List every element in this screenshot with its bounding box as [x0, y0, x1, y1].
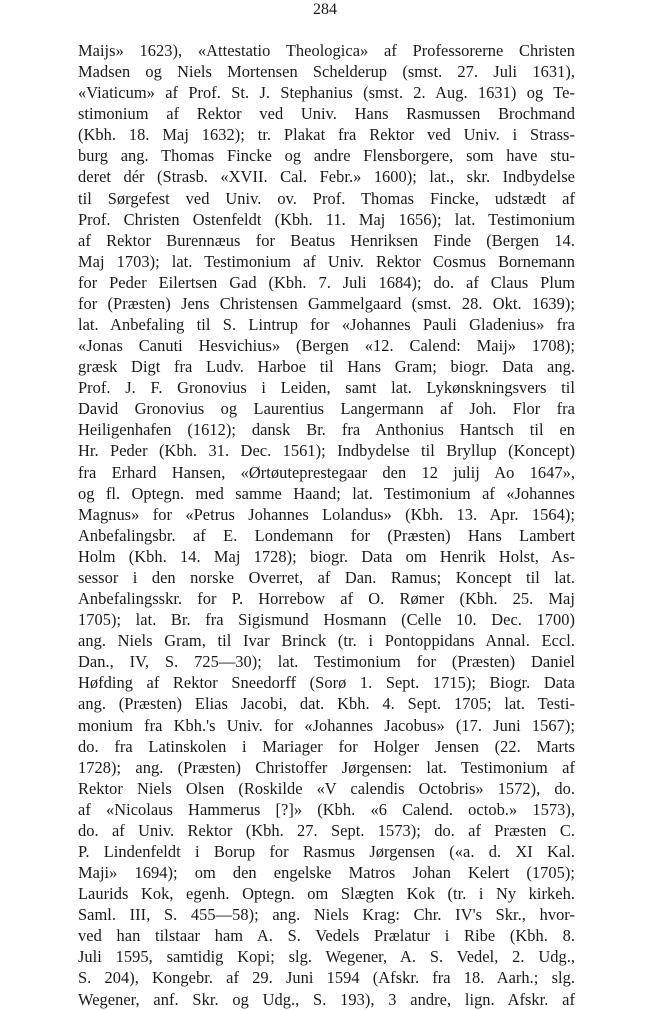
text-line: deret dér (Strasb. «XVII. Cal. Febr.» 1600); lat., skr. Indbydelse	[78, 167, 575, 187]
text-line: Anbefalingsskr. for P. Horrebow af O. Rømer (Kbh. 25. Maj	[78, 589, 575, 609]
text-line: ang. (Præsten) Elias Jacobi, dat. Kbh. 4. Sept. 1705; lat. Testi-	[78, 694, 575, 714]
text-line: græsk Digt fra Ludv. Harboe til Hans Gram; biogr. Data ang.	[78, 357, 575, 377]
text-line: (Kbh. 18. Maj 1632); tr. Plakat fra Rektor ved Univ. i Strass-	[78, 125, 575, 145]
text-line: Rektor Niels Olsen (Roskilde «V calendis Octobris» 1572), do.	[78, 778, 575, 798]
text-line: P. Lindenfeldt i Borup for Rasmus Jørgensen («a. d. XI Kal.	[78, 841, 575, 861]
text-line: do. af Univ. Rektor (Kbh. 27. Sept. 1573); do. af Præsten C.	[78, 820, 575, 840]
text-line: til Sørgefest ved Univ. ov. Prof. Thomas Fincke, udstædt af	[78, 188, 575, 208]
text-line: af «Nicolaus Hammerus [?]» (Kbh. «6 Calend. octob.» 1573),	[78, 799, 575, 819]
text-line: Laurids Kok, egenh. Optegn. om Slægten Kok (tr. i Ny kirkeh.	[78, 884, 575, 904]
text-line: Holm (Kbh. 14. Maj 1728); biogr. Data om Henrik Holst, As-	[78, 546, 575, 566]
text-line: Wegener, anf. Skr. og Udg., S. 193), 3 andre, lign. Afskr. af	[78, 989, 575, 1009]
text-line: og fl. Optegn. med samme Haand; lat. Testimonium af «Johannes	[78, 483, 575, 503]
text-line: stimonium af Rektor ved Univ. Hans Rasmussen Brochmand	[78, 104, 575, 124]
text-line: ved han tilstaar ham A. S. Vedels Prælatur i Ribe (Kbh. 8.	[78, 926, 575, 946]
text-line: Høfding af Rektor Sneedorff (Sorø 1. Sept. 1715); Biogr. Data	[78, 673, 575, 693]
text-line: Madsen og Niels Mortensen Schelderup (smst. 27. Juli 1631),	[78, 62, 575, 82]
text-line: monium fra Kbh.'s Univ. for «Johannes Jacobus» (17. Juni 1567);	[78, 715, 575, 735]
text-line: Maijs» 1623), «Attestatio Theologica» af Professorerne Christen	[78, 41, 575, 60]
text-line: «Jonas Canuti Hesvichius» (Bergen «12. Calend: Maij» 1708);	[78, 336, 575, 356]
text-line: Maj 1703); lat. Testimonium af Univ. Rektor Cosmus Bornemann	[78, 251, 575, 271]
body-text	[78, 40, 575, 1010]
text-line: Maji» 1694); om den engelske Matros Johan Kelert (1705);	[78, 863, 575, 883]
text-line: sessor i den norske Overret, af Dan. Ramus; Koncept til lat.	[78, 567, 575, 587]
text-line: for Peder Eilertsen Gad (Kbh. 7. Juli 1684); do. af Claus Plum	[78, 272, 575, 292]
text-line: ang. Niels Gram, til Ivar Brinck (tr. i Pontoppidans Annal. Eccl.	[78, 631, 575, 651]
text-line: Hr. Peder (Kbh. 31. Dec. 1561); Indbydelse til Bryllup (Koncept)	[78, 441, 575, 461]
text-line: for (Præsten) Jens Christensen Gammelgaard (smst. 28. Okt. 1639);	[78, 293, 575, 313]
text-line: Anbefalingsbr. af E. Londemann for (Præsten) Hans Lambert	[78, 525, 575, 545]
text-line: Prof. J. F. Gronovius i Leiden, samt lat. Lykønskningsvers til	[78, 378, 575, 398]
text-line: «Viaticum» af Prof. St. J. Stephanius (smst. 2. Aug. 1631) og Te-	[78, 83, 575, 103]
text-line: burg ang. Thomas Fincke og andre Flensborgere, som have stu-	[78, 146, 575, 166]
text-line: af Rektor Burennæus for Beatus Henriksen Finde (Bergen 14.	[78, 230, 575, 250]
text-line: do. fra Latinskolen i Mariager for Holger Jensen (22. Marts	[78, 736, 575, 756]
page-number: 284	[313, 1, 337, 18]
text-line: S. 204), Kongebr. af 29. Juni 1594 (Afskr. fra 18. Aarh.; slg.	[78, 968, 575, 988]
text-line: Dan., IV, S. 725—30); lat. Testimonium for (Præsten) Daniel	[78, 652, 575, 672]
text-line: David Gronovius og Laurentius Langermann af Joh. Flor fra	[78, 399, 575, 419]
text-line: Saml. III, S. 455—58); ang. Niels Krag: Chr. IV's Skr., hvor-	[78, 905, 575, 925]
text-line: Prof. Christen Ostenfeldt (Kbh. 11. Maj 1656); lat. Testimonium	[78, 209, 575, 229]
text-line: Juli 1595, samtidig Kopi; slg. Wegener, A. S. Vedel, 2. Udg.,	[78, 947, 575, 967]
text-line: 1705); lat. Br. fra Sigismund Hosmann (Celle 10. Dec. 1700)	[78, 610, 575, 630]
text-line: fra Erhard Hansen, «Ørtøuteprestegaar den 12 julij Ao 1647»,	[78, 462, 575, 482]
text-line: lat. Anbefaling til S. Lintrup for «Johannes Pauli Gladenius» fra	[78, 315, 575, 335]
text-line: Heiligenhafen (1612); dansk Br. fra Anthonius Hantsch til en	[78, 420, 575, 440]
text-line: Magnus» for «Petrus Johannes Lolandus» (Kbh. 13. Apr. 1564);	[78, 504, 575, 524]
text-line: 1728); ang. (Præsten) Christoffer Jørgensen: lat. Testimonium af	[78, 757, 575, 777]
